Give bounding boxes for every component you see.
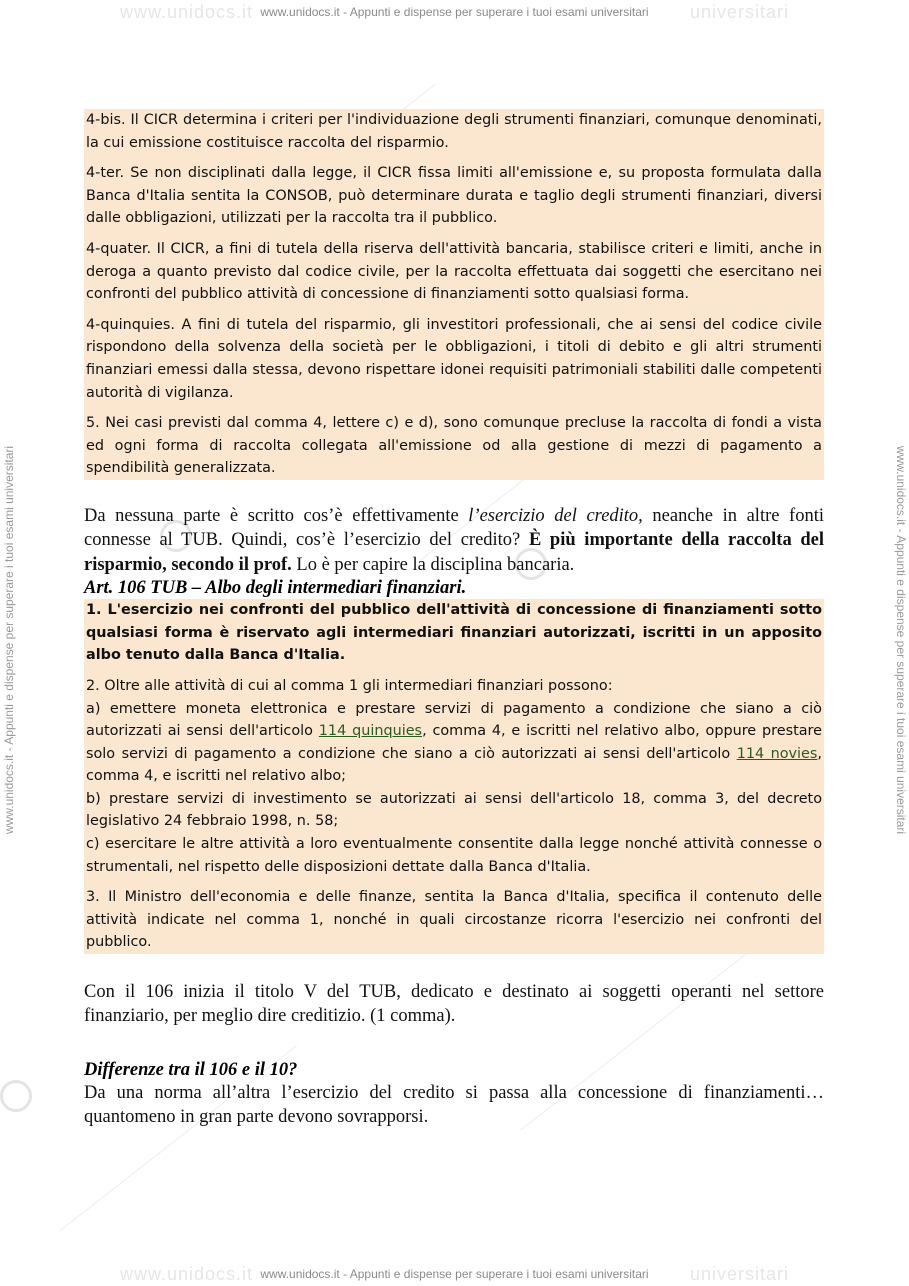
watermark-faint-text: universitari <box>690 1264 790 1284</box>
paragraph-4ter: 4-ter. Se non disciplinati dalla legge, il CICR fissa limiti all'emissione e, su proposta formulata dalla Banca d'Italia sentita la CONSOB, può determinare durata e taglio degli strumenti finanziari, diversi dalle obbligazioni, utilizzati per la raccolta tra il pubblico. <box>86 165 822 227</box>
commentary-paragraph-3: Da una norma all’altra l’esercizio del credito si passa alla concessione di finanziamenti… quantomeno in gran parte devono sovrapporsi. <box>84 1082 824 1128</box>
paragraph-5: 5. Nei casi previsti dal comma 4, lettere c) e d), sono comunque precluse la raccolta di fondi a vista ed ogni forma di raccolta collegata all'emissione od alla gestione di mezzi di pagamento a spendibilità generalizzata. <box>86 415 822 477</box>
heading-differenze: Differenze tra il 106 e il 10? <box>84 1059 298 1080</box>
watermark-faint-text: www.unidocs.it <box>120 2 254 22</box>
side-watermark-left: www.unidocs.it - Appunti e dispense per superare i tuoi esami universitari <box>2 445 16 835</box>
quoted-article-box-2 <box>84 599 824 954</box>
commentary-paragraph-2: Con il 106 inizia il titolo V del TUB, dedicato e destinato ai soggetti operanti nel settore finanziario, per meglio dire creditizio. (1 comma). <box>84 982 824 1027</box>
footer-watermark: www.unidocs.it - Appunti e dispense per superare i tuoi esami universitari <box>260 1267 649 1281</box>
heading-art-106: Art. 106 TUB – Albo degli intermediari finanziari. <box>84 578 467 599</box>
paragraph-4bis: 4-bis. Il CICR determina i criteri per l'individuazione degli strumenti finanziari, comunque denominati, la cui emissione costituisce raccolta del risparmio. <box>86 112 822 151</box>
quoted-article-box-1 <box>84 109 824 480</box>
watermark-faint-text: www.unidocs.it <box>120 1264 254 1284</box>
link-114-novies[interactable]: 114 novies <box>736 745 818 762</box>
page-content <box>84 109 824 1130</box>
watermark-logo-icon <box>0 1080 32 1112</box>
art106-comma-1: 1. L'esercizio nei confronti del pubblico dell'attività di concessione di finanziamenti sotto qualsiasi forma è riservato agli intermediari finanziari autorizzati, iscritti in un apposito albo tenuto dalla Banca d'Italia. <box>86 602 822 664</box>
header-watermark: www.unidocs.it - Appunti e dispense per superare i tuoi esami universitari <box>260 5 649 19</box>
watermark-faint-text: universitari <box>690 2 790 22</box>
commentary-paragraph-1: Da nessuna parte è scritto cos’è effettivamente l’esercizio del credito, neanche in altre fonti connesse al TUB. Quindi, cos’è l’esercizio del credito? È più importante della raccolta del risparmio, secondo il prof. Lo è per capire la disciplina bancaria. <box>84 505 824 575</box>
paragraph-4quater: 4-quater. Il CICR, a fini di tutela della riserva dell'attività bancaria, stabilisce criteri e limiti, anche in deroga a quanto previsto dal codice civile, per la raccolta effettuata dai soggetti che esercitano nei confronti del pubblico attività di concessione di finanziamenti sotto qualsiasi forma. <box>86 240 822 303</box>
paragraph-4quinquies: 4-quinquies. A fini di tutela del risparmio, gli investitori professionali, che ai sensi del codice civile rispondono della solvenza della società per le obbligazioni, i titoli di debito e gli altri strumenti finanziari emessi dalla stessa, devono rispettare idonei requisiti patrimoniali stabiliti dalle competenti autorità di vigilanza. <box>86 316 822 401</box>
side-watermark-right: www.unidocs.it - Appunti e dispense per superare i tuoi esami universitari <box>894 445 908 835</box>
link-114-quinquies[interactable]: 114 quinquies <box>318 723 423 740</box>
art106-comma-2: 2. Oltre alle attività di cui al comma 1 gli intermediari finanziari possono: a) emettere moneta elettronica e prestare servizi di pagamento a condizione che siano a ciò autorizzati ai sensi dell'articolo 114 quinquies, comma 4, e iscritti nel relativo albo, oppure prestare solo servizi di pagamento a condizione che siano a ciò autorizzati ai sensi dell'articolo 114 novies, comma 4, e iscritti nel relativo albo; b) prestare servizi di investimento se autorizzati ai sensi dell'articolo 18, comma 3, del decreto legislativo 24 febbraio 1998, n. 58; c) esercitare le altre attività a loro eventualmente consentite dalla legge nonché attività connesse o strumentali, nel rispetto delle disposizioni dettate dalla Banca d'Italia. <box>86 677 822 875</box>
art106-comma-3: 3. Il Ministro dell'economia e delle finanze, sentita la Banca d'Italia, specifica il contenuto delle attività indicate nel comma 1, nonché in quali circostanze ricorra l'esercizio nei confronti del pubblico. <box>86 889 822 951</box>
